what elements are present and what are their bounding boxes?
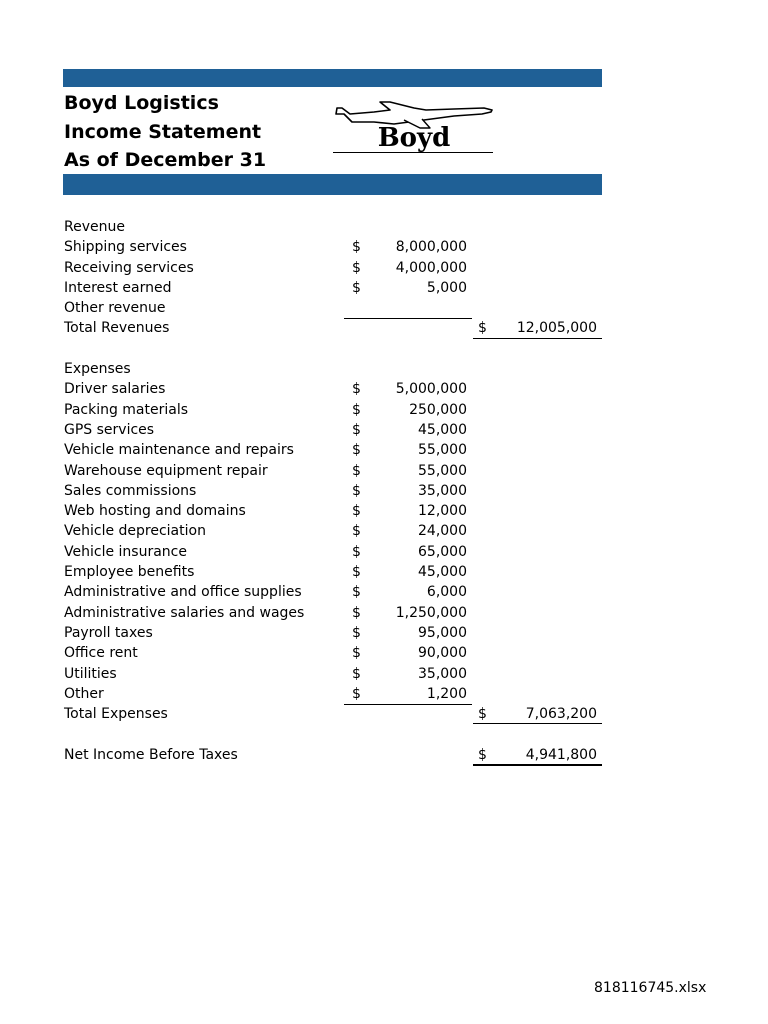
- revenue-item-row: [0, 298, 768, 318]
- expense-item-amount: 55,000: [418, 462, 467, 479]
- expense-item-row: [0, 542, 768, 562]
- total-expenses-label: Total Expenses: [64, 706, 168, 723]
- expense-item-currency: $: [352, 543, 361, 560]
- expense-item-label: Administrative salaries and wages: [64, 604, 305, 621]
- company-logo: [330, 100, 500, 158]
- expense-item-currency: $: [352, 421, 361, 438]
- revenue-item-row: [0, 258, 768, 278]
- expense-item-currency: $: [352, 523, 361, 540]
- expense-item-row: [0, 400, 768, 420]
- revenue-item-currency: $: [352, 259, 361, 276]
- total-revenues-row: [0, 318, 768, 338]
- expense-item-currency: $: [352, 482, 361, 499]
- expense-item-amount: 65,000: [418, 543, 467, 560]
- revenue-item-label: Other revenue: [64, 300, 166, 317]
- expense-item-row: [0, 643, 768, 663]
- file-name: 818116745.xlsx: [594, 980, 707, 996]
- expense-item-label: Vehicle insurance: [64, 543, 187, 560]
- expense-item-label: Vehicle maintenance and repairs: [64, 442, 294, 459]
- revenue-item-amount: 8,000,000: [395, 239, 467, 256]
- statement-title: Income Statement: [64, 121, 262, 143]
- expenses-heading: Expenses: [64, 361, 131, 378]
- header-band-top: [63, 69, 602, 87]
- expense-item-currency: $: [352, 624, 361, 641]
- expense-item-amount: 250,000: [409, 401, 467, 418]
- expense-item-row: [0, 521, 768, 541]
- expense-item-currency: $: [352, 604, 361, 621]
- expense-list: [0, 379, 768, 704]
- expense-item-currency: $: [352, 564, 361, 581]
- expense-item-label: Sales commissions: [64, 482, 197, 499]
- expense-item-currency: $: [352, 685, 361, 702]
- expense-item-label: Vehicle depreciation: [64, 523, 206, 540]
- expense-item-label: Administrative and office supplies: [64, 584, 302, 601]
- income-statement: [0, 217, 768, 765]
- expense-item-amount: 1,200: [426, 685, 467, 702]
- expense-item-amount: 45,000: [418, 421, 467, 438]
- expense-item-row: [0, 684, 768, 704]
- revenue-heading: Revenue: [64, 219, 125, 235]
- expense-item-amount: 35,000: [418, 482, 467, 499]
- revenue-item-row: [0, 278, 768, 298]
- expense-item-currency: $: [352, 503, 361, 520]
- company-name: Boyd Logistics: [64, 92, 219, 114]
- expense-item-row: [0, 440, 768, 460]
- expense-item-currency: $: [352, 584, 361, 601]
- logo-underline: [333, 152, 493, 153]
- net-income-amount: 4,941,800: [525, 746, 597, 763]
- expense-item-currency: $: [352, 401, 361, 418]
- revenue-item-amount: 4,000,000: [395, 259, 467, 276]
- expense-item-row: [0, 623, 768, 643]
- revenue-item-label: Shipping services: [64, 239, 187, 256]
- expense-item-label: Utilities: [64, 665, 117, 682]
- expense-item-label: Web hosting and domains: [64, 503, 246, 520]
- expense-item-amount: 55,000: [418, 442, 467, 459]
- expense-item-label: Other: [64, 685, 104, 702]
- expense-item-row: [0, 562, 768, 582]
- total-revenues-label: Total Revenues: [64, 320, 170, 337]
- revenue-item-row: [0, 237, 768, 257]
- total-revenues-amount: 12,005,000: [516, 320, 597, 337]
- expense-item-amount: 90,000: [418, 645, 467, 662]
- logo-wordmark: Boyd: [377, 123, 451, 153]
- expense-item-row: [0, 420, 768, 440]
- net-income-label: Net Income Before Taxes: [64, 746, 238, 763]
- revenue-list: [0, 237, 768, 318]
- expense-item-amount: 45,000: [418, 564, 467, 581]
- expense-item-currency: $: [352, 665, 361, 682]
- spacer-row: [0, 724, 768, 744]
- expense-item-label: Office rent: [64, 645, 138, 662]
- expense-item-amount: 95,000: [418, 624, 467, 641]
- expense-item-amount: 1,250,000: [395, 604, 467, 621]
- total-expenses-currency: $: [478, 706, 487, 723]
- expense-item-row: [0, 603, 768, 623]
- expense-item-label: Warehouse equipment repair: [64, 462, 268, 479]
- revenue-item-currency: $: [352, 279, 361, 296]
- expense-item-row: [0, 481, 768, 501]
- expense-item-row: [0, 379, 768, 399]
- expense-item-row: [0, 664, 768, 684]
- expense-item-amount: 5,000,000: [395, 381, 467, 398]
- expense-item-currency: $: [352, 645, 361, 662]
- expense-item-row: [0, 582, 768, 602]
- revenue-heading-row: [0, 217, 768, 237]
- expense-item-currency: $: [352, 462, 361, 479]
- expense-item-row: [0, 501, 768, 521]
- net-income-row: [0, 745, 768, 765]
- expense-item-label: Payroll taxes: [64, 624, 153, 641]
- subtotal-rule: [344, 704, 472, 705]
- revenue-item-amount: 5,000: [426, 279, 467, 296]
- expense-item-label: Packing materials: [64, 401, 189, 418]
- net-income-rule: [473, 764, 602, 766]
- header-band-bottom: [63, 174, 602, 195]
- revenue-item-currency: $: [352, 239, 361, 256]
- total-expenses-row: [0, 704, 768, 724]
- revenue-item-label: Interest earned: [64, 279, 172, 296]
- expense-item-row: [0, 461, 768, 481]
- net-income-currency: $: [478, 746, 487, 763]
- expense-item-amount: 24,000: [418, 523, 467, 540]
- total-revenues-currency: $: [478, 320, 487, 337]
- statement-period: As of December 31: [64, 149, 267, 171]
- expense-item-amount: 35,000: [418, 665, 467, 682]
- expense-item-label: GPS services: [64, 421, 155, 438]
- expense-item-amount: 6,000: [426, 584, 467, 601]
- expenses-heading-row: [0, 359, 768, 379]
- expense-item-label: Driver salaries: [64, 381, 166, 398]
- revenue-item-label: Receiving services: [64, 259, 194, 276]
- expense-item-label: Employee benefits: [64, 564, 195, 581]
- expense-item-currency: $: [352, 381, 361, 398]
- expense-item-currency: $: [352, 442, 361, 459]
- total-expenses-amount: 7,063,200: [525, 706, 597, 723]
- subtotal-rule: [344, 318, 472, 319]
- expense-item-amount: 12,000: [418, 503, 467, 520]
- spacer-row: [0, 339, 768, 359]
